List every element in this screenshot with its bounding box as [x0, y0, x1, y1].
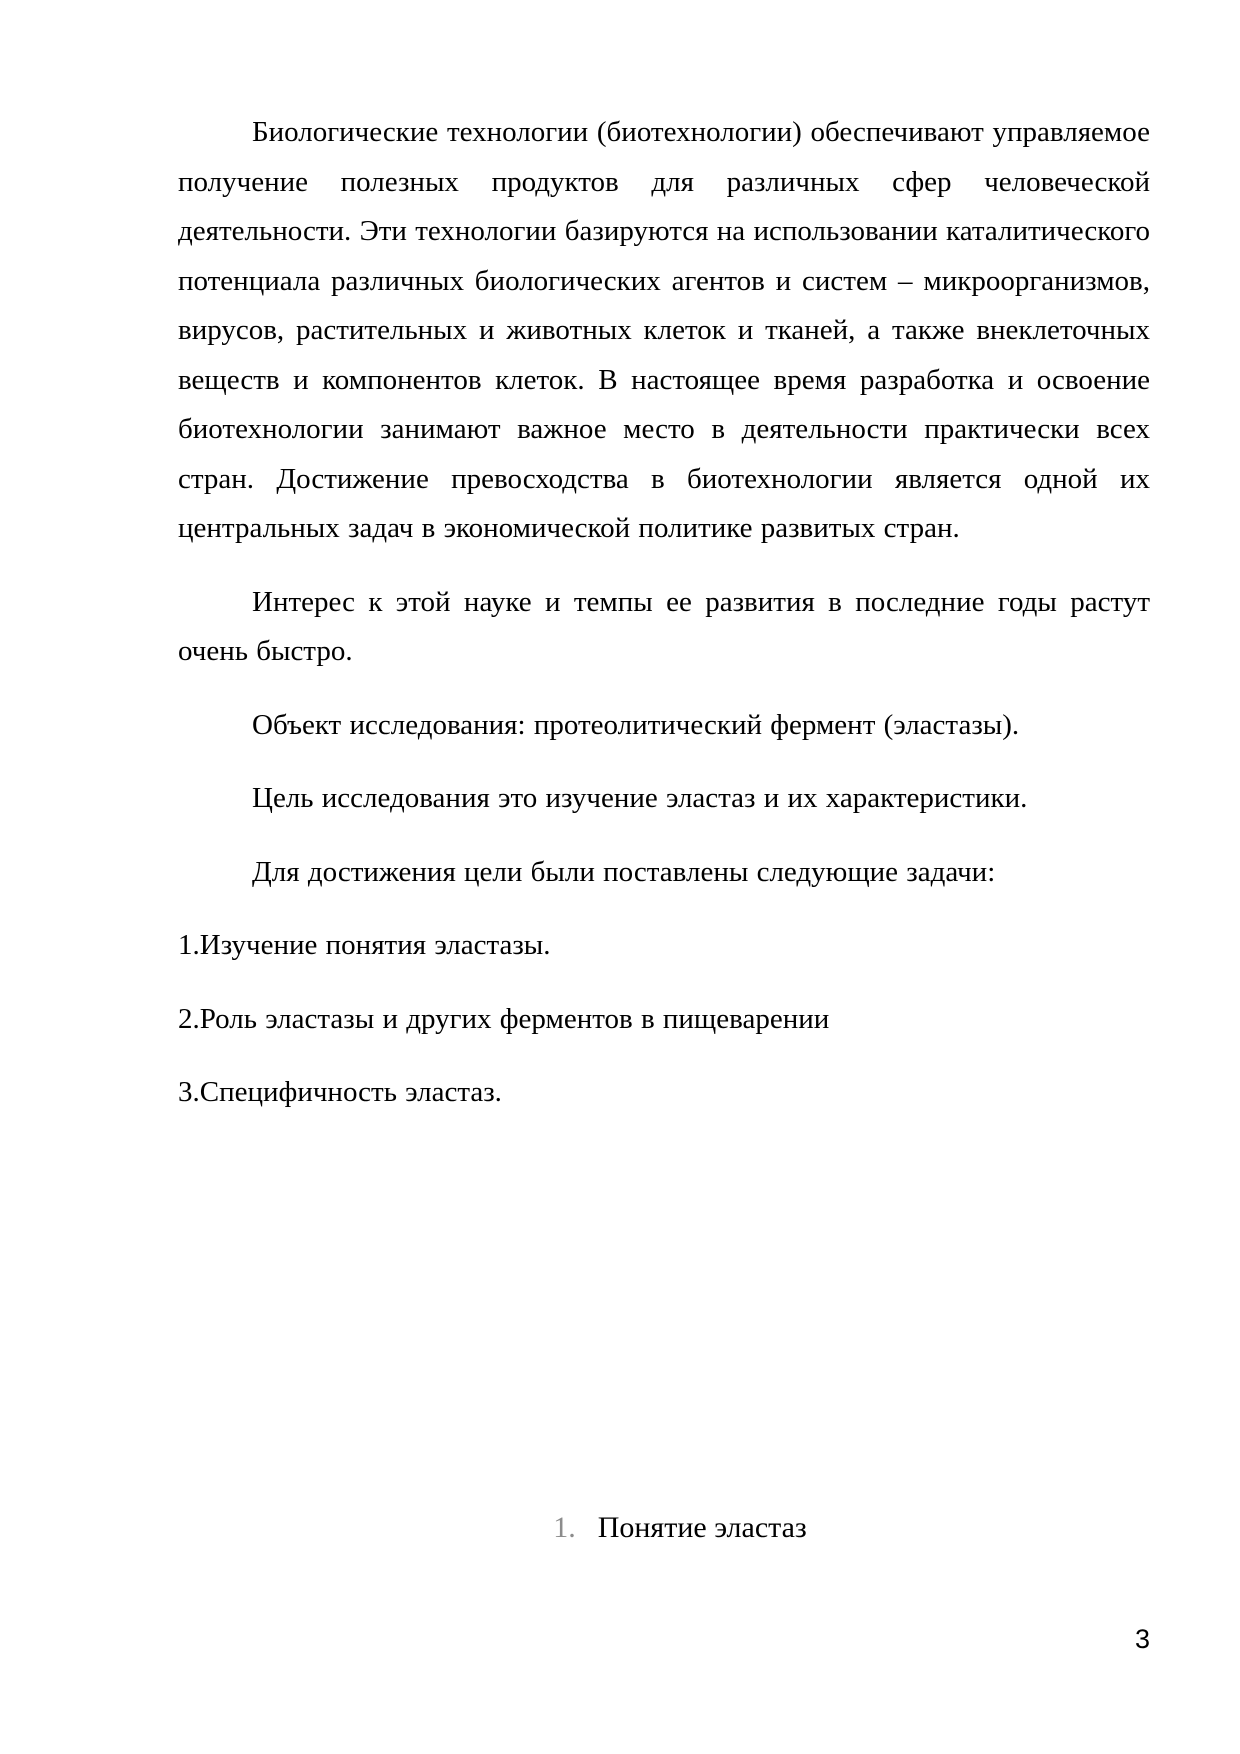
task-list-item-3: 3.Специфичность эластаз. — [178, 1076, 502, 1108]
section-heading-title: Понятие эластаз — [597, 1511, 807, 1544]
page-number: 3 — [1134, 1624, 1150, 1654]
paragraph-tasks-intro: Для достижения цели были поставлены следующие задачи: — [252, 855, 996, 888]
section-heading — [178, 1503, 1150, 1552]
paragraph-research-object: Объект исследования: протеолитический фермент (эластазы). — [252, 708, 1020, 741]
paragraph-biotech-intro: Биологические технологии (биотехнологии) обеспечивают управляемое получение полезных продуктов для различных сфер человеческой деятельности. Эти технологии базируются на использовании каталитического потенциала различных биологических агентов и систем – микроорганизмов, вирусов, растительных и животных клеток и тканей, а также внеклеточных веществ и компонентов клеток. В настоящее время разработка и освоение биотехнологии занимают важное место в деятельности практически всех стран. Достижение превосходства в биотехнологии является одной их центральных задач в экономической политике развитых стран. — [178, 116, 1150, 544]
task-list-item-2: 2.Роль эластазы и других ферментов в пищеварении — [178, 1002, 830, 1035]
section-heading-number: 1. — [553, 1511, 576, 1544]
paragraph-interest: Интерес к этой науке и темпы ее развития в последние годы растут очень быстро. — [178, 585, 1150, 667]
document-body — [178, 108, 1150, 1142]
task-list-item-1: 1.Изучение понятия эластазы. — [178, 929, 551, 961]
paragraph-research-goal: Цель исследования это изучение эластаз и их характеристики. — [252, 782, 1028, 814]
